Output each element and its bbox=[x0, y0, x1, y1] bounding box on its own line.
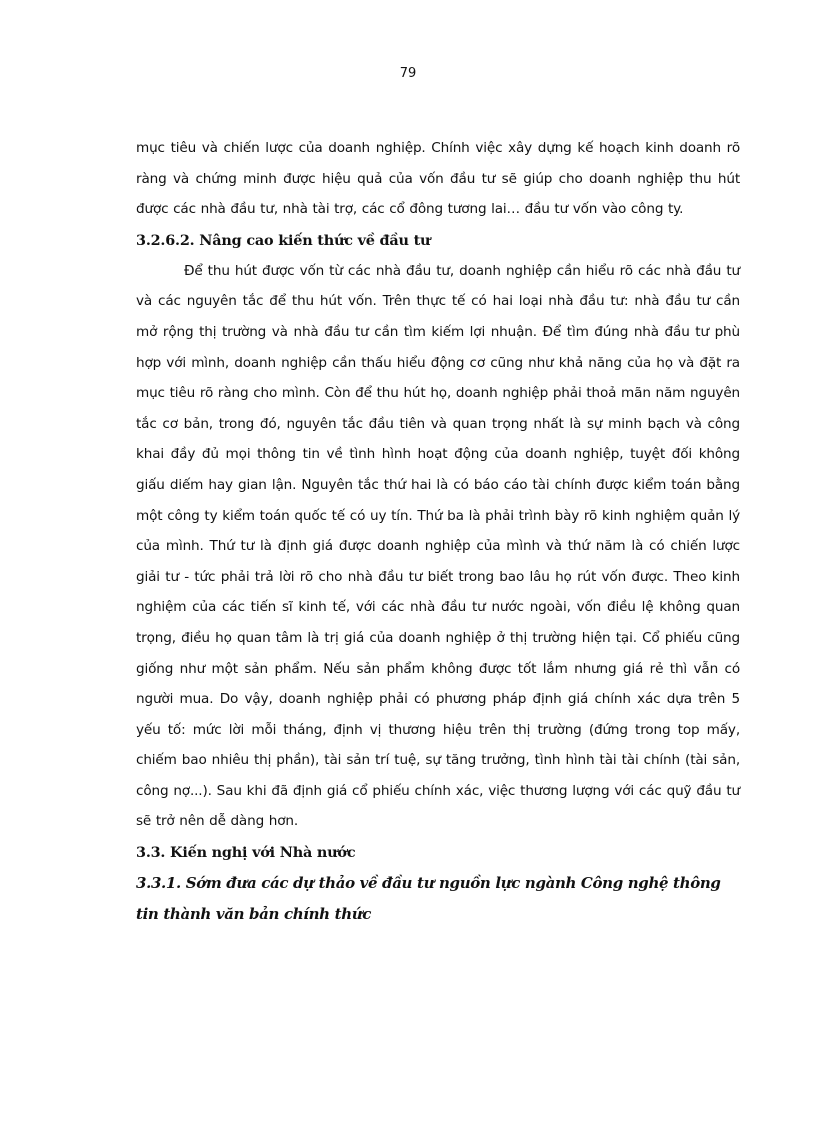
section-heading-3-2-6-2: 3.2.6.2. Nâng cao kiến thức về đầu tư bbox=[136, 231, 431, 249]
section-heading-3-3: 3.3. Kiến nghị với Nhà nước bbox=[136, 844, 356, 862]
paragraph-investment-knowledge: Để thu hút được vốn từ các nhà đầu tư, doanh nghiệp cần hiểu rõ các nhà đầu tư và các nguyên tắc để thu hút vốn. Trên thực tế có hai loại nhà đầu tư: nhà đầu tư cần mở rộng thị trường và nhà đầu tư cần tìm kiếm lợi nhuận. Để tìm đúng nhà đầu tư phù hợp với mình, doanh nghiệp cần thấu hiểu động cơ cũng như khả năng của họ và đặt ra mục tiêu rõ ràng cho mình. Còn để thu hút họ, doanh nghiệp phải thoả mãn năm nguyên tắc cơ bản, trong đó, nguyên tắc đầu tiên và quan trọng nhất là sự minh bạch và công khai đầy đủ mọi thông tin về tình hình hoạt động của doanh nghiệp, tuyệt đối không giấu diếm hay gian lận. Nguyên tắc thứ hai là có báo cáo tài chính được kiểm toán bằng một công ty kiểm toán quốc tế có uy tín. Thứ ba là phải trình bày rõ kinh nghiệm quản lý của mình. Thứ tư là định giá được doanh nghiệp của mình và thứ năm là có chiến lược giải tư - tức phải trả lời rõ cho nhà đầu tư biết trong bao lâu họ rút vốn được. Theo kinh nghiệm của các tiến sĩ kinh tế, với các nhà đầu tư nước ngoài, vốn điều lệ không quan trọng, điều họ quan tâm là trị giá của doanh nghiệp ở thị trường hiện tại. Cổ phiếu cũng giống như một sản phẩm. Nếu sản phẩm không được tốt lắm nhưng giá rẻ thì vẫn có người mua. Do vậy, doanh nghiệp phải có phương pháp định giá chính xác dựa trên 5 yếu tố: mức lời mỗi tháng, định vị thương hiệu trên thị trường (đứng trong top mấy, chiếm bao nhiêu thị phần), tài sản trí tuệ, sự tăng trưởng, tình hình tài tài chính (tài sản, công nợ...). Sau khi đã định giá cổ phiếu chính xác, việc thương lượng với các quỹ đầu tư sẽ trở nên dễ dàng hơn. bbox=[136, 262, 740, 830]
section-heading-3-3-1: 3.3.1. Sớm đưa các dự thảo về đầu tư nguồn lực ngành Công nghệ thông tin thành văn bản chính thức bbox=[136, 874, 721, 924]
page-number: 79 bbox=[399, 66, 417, 81]
page-body bbox=[136, 133, 740, 930]
paragraph-intro: mục tiêu và chiến lược của doanh nghiệp. Chính việc xây dựng kế hoạch kinh doanh rõ ràng và chứng minh được hiệu quả của vốn đầu tư sẽ giúp cho doanh nghiệp thu hút được các nhà đầu tư, nhà tài trợ, các cổ đông tương lai… đầu tư vốn vào công ty. bbox=[136, 140, 740, 218]
